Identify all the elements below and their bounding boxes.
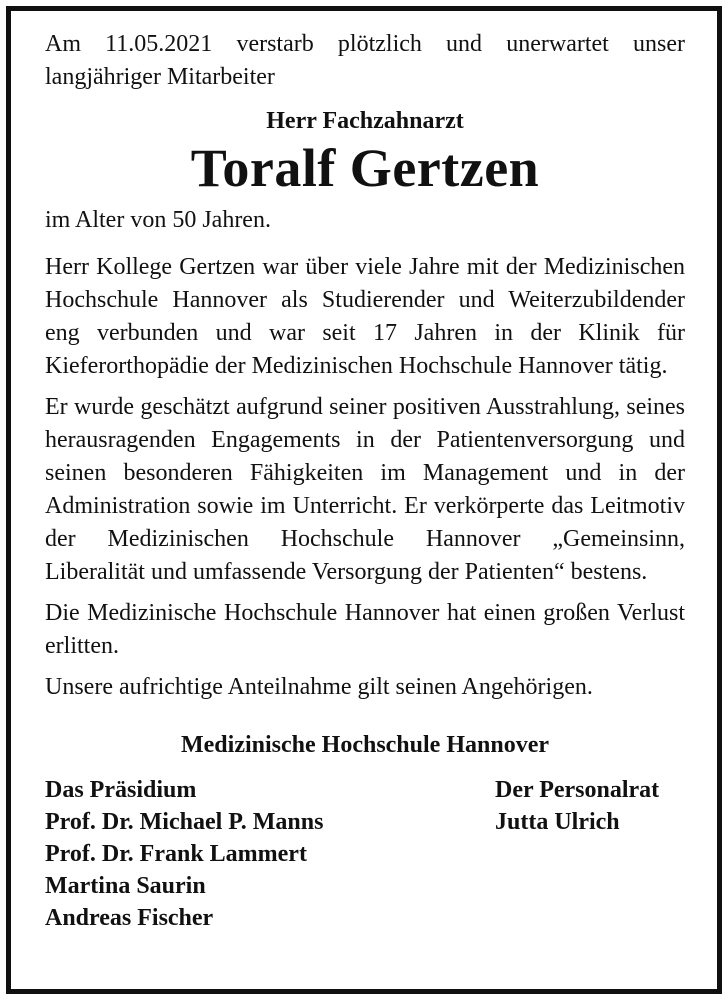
intro-text: Am 11.05.2021 verstarb plötzlich und unerwartet unser langjähriger Mitarbeiter [45, 31, 685, 90]
obituary-content [45, 28, 685, 934]
age-text: im Alter von 50 Jahren. [45, 207, 271, 233]
deceased-name: Toralf Gertzen [190, 138, 540, 198]
paragraph-loss: Die Medizinische Hochschule Hannover hat einen großen Verlust erlitten. [45, 600, 685, 659]
organization-name: Medizinische Hochschule Hannover [181, 732, 549, 758]
signer-lammert: Prof. Dr. Frank Lammert [45, 841, 307, 867]
signers [45, 774, 685, 934]
signer-fischer: Andreas Fischer [45, 905, 214, 931]
signer-ulrich: Jutta Ulrich [495, 809, 620, 835]
paragraph-career: Herr Kollege Gertzen war über viele Jahre mit der Medizinischen Hochschule Hannover als Studierender und Weiterzubildender eng verbunden und war seit 17 Jahren in der Klinik für Kieferorthopädie der Medizinischen Hochschule Hannover tätig. [45, 254, 685, 379]
signers-left-column [45, 774, 465, 934]
title-prefix: Herr Fachzahnarzt [266, 108, 464, 134]
signer-manns: Prof. Dr. Michael P. Manns [45, 809, 324, 835]
signer-saurin: Martina Saurin [45, 873, 206, 899]
signers-right-column [495, 774, 685, 934]
paragraph-appreciation: Er wurde geschätzt aufgrund seiner positiven Ausstrahlung, seines herausragenden Engagements in der Patientenversorgung und seinen besonderen Fähigkeiten im Management und in der Administration sowie im Unterricht. Er verkörperte das Leitmotiv der Medizinischen Hochschule Hannover „Gemeinsinn, Liberalität und umfassende Versorgung der Patienten“ bestens. [45, 394, 685, 585]
signer-presidium: Das Präsidium [45, 777, 197, 803]
signer-personalrat: Der Personalrat [495, 777, 660, 803]
paragraph-condolence: Unsere aufrichtige Anteilnahme gilt seinen Angehörigen. [45, 674, 593, 700]
